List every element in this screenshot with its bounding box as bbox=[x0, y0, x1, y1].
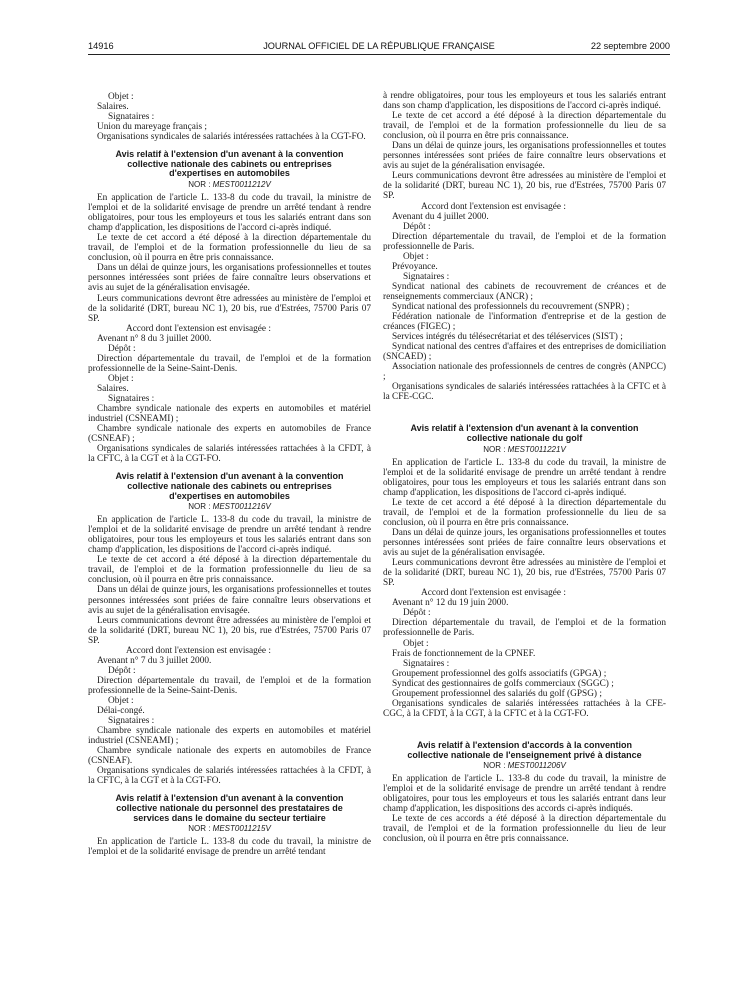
accord-label: Accord dont l'extension est envisagée : bbox=[421, 201, 566, 212]
accord-value: Avenant n° 7 du 3 juillet 2000. bbox=[97, 655, 212, 666]
paragraph: Dans un délai de quinze jours, les organisations professionnelles et toutes personnes intéressées sont priées de faire connaître leurs observations et avis au sujet de la généralisation envisagée. bbox=[383, 141, 666, 172]
accord-label: Accord dont l'extension est envisagée : bbox=[421, 588, 566, 599]
paragraph: Le texte de cet accord a été déposé à la direction départementale du travail, de l'emploi et de la formation professionnelle du lieu de sa conclusion, où il pourra en être pris connaissance. bbox=[88, 233, 371, 264]
objet-value: Salaires. bbox=[97, 102, 129, 113]
paragraph: En application de l'article L. 133-8 du code du travail, la ministre de l'emploi et de la solidarité envisage de prendre un arrêté tendant à rendre obligatoires, pour tous les employeurs et tous les salariés entrant dans son champ d'application, les dispositions de l'accord ci-après indiqué. bbox=[88, 515, 371, 556]
signataires-label: Signataires : bbox=[403, 271, 450, 282]
journal-title: JOURNAL OFFICIEL DE LA RÉPUBLIQUE FRANÇAISE bbox=[263, 41, 495, 51]
signataire: Syndicat national des cabinets de recouvrement de créances et de renseignements commerciaux (ANCR) ; bbox=[383, 281, 666, 302]
signataires-label: Signataires : bbox=[108, 716, 155, 727]
objet-value: Prévoyance. bbox=[392, 261, 438, 272]
signataire: Chambre syndicale nationale des experts en automobiles et matériel industriel (CSNEAMI) ; bbox=[88, 404, 371, 425]
paragraph: En application de l'article L. 133-8 du code du travail, la ministre de l'emploi et de la solidarité envisage de prendre un arrêté tendant bbox=[88, 837, 371, 858]
paragraph: Leurs communications devront être adressées au ministère de l'emploi et de la solidarité (DRT, bureau NC 1), 20 bis, rue d'Estrées, 75700 Paris 07 SP. bbox=[88, 293, 371, 324]
avis-title: Avis relatif à l'extension d'un avenant à la convention collective nationale des cabinets ou entreprises d'expertises en automobiles bbox=[115, 471, 344, 501]
objet-label: Objet : bbox=[108, 92, 134, 102]
paragraph: Le texte de cet accord a été déposé à la direction départementale du travail, de l'emploi et de la formation professionnelle du lieu de sa conclusion, où il pourra en être pris connaissance. bbox=[88, 555, 371, 586]
signataires-label: Signataires : bbox=[403, 658, 450, 669]
paragraph: Dans un délai de quinze jours, les organisations professionnelles et toutes personnes intéressées sont priées de faire connaître leurs observations et avis au sujet de la généralisation envisagée. bbox=[383, 528, 666, 559]
publication-date: 22 septembre 2000 bbox=[590, 41, 670, 51]
objet-value: Délai-congé. bbox=[97, 706, 145, 717]
signataire: Organisations syndicales de salariés intéressées rattachées à la CFE-CGC, à la CFDT, à la CGT, à la CFTC et à la CGT-FO. bbox=[383, 698, 666, 719]
nor-reference: NOR : MEST0011212V bbox=[188, 180, 271, 190]
accord-value: Avenant n° 8 du 3 juillet 2000. bbox=[97, 333, 212, 344]
signataire: Chambre syndicale nationale des experts en automobiles et matériel industriel (CSNEAMI) ; bbox=[88, 726, 371, 747]
depot-label: Dépôt : bbox=[403, 608, 431, 619]
paragraph: Leurs communications devront être adressées au ministère de l'emploi et de la solidarité (DRT, bureau NC 1), 20 bis, rue d'Estrées, 75700 Paris 07 SP. bbox=[88, 615, 371, 646]
paragraph: En application de l'article L. 133-8 du code du travail, la ministre de l'emploi et de la solidarité envisage de prendre un arrêté tendant à rendre obligatoires, pour tous les employeurs et tous les salariés entrant dans son champ d'application, les dispositions de l'accord ci-après indiqué. bbox=[88, 193, 371, 234]
signataire: Syndicat national des professionnels du recouvrement (SNPR) ; bbox=[392, 301, 630, 312]
depot-value: Direction départementale du travail, de l'emploi et de la formation professionnelle de Paris. bbox=[383, 618, 666, 639]
signataire: Groupement professionnel des golfs associatifs (GPGA) ; bbox=[392, 668, 607, 679]
signataire: Organisations syndicales de salariés intéressées rattachées à la CGT-FO. bbox=[97, 132, 366, 143]
objet-label: Objet : bbox=[403, 638, 429, 649]
nor-reference: NOR : MEST0011206V bbox=[483, 761, 566, 771]
objet-label: Objet : bbox=[108, 373, 134, 384]
avis-title: Avis relatif à l'extension d'un avenant à la convention collective nationale des cabinets ou entreprises d'expertises en automobiles bbox=[115, 149, 344, 179]
depot-label: Dépôt : bbox=[403, 221, 431, 232]
nor-reference: NOR : MEST0011216V bbox=[188, 502, 271, 512]
accord-label: Accord dont l'extension est envisagée : bbox=[126, 645, 271, 656]
signataire: Organisations syndicales de salariés intéressées rattachées à la CFDT, à la CFTC, à la CGT et à la CGT-FO. bbox=[88, 444, 371, 465]
objet-value: Salaires. bbox=[97, 383, 129, 394]
depot-value: Direction départementale du travail, de l'emploi et de la formation professionnelle de la Seine-Saint-Denis. bbox=[88, 675, 371, 696]
signataire: Association nationale des professionnels de centres de congrès (ANPCC) ; bbox=[383, 362, 666, 383]
paragraph: Le texte de cet accord a été déposé à la direction départementale du travail, de l'emploi et de la formation professionnelle du lieu de sa conclusion, où il pourra en être pris connaissance. bbox=[383, 497, 666, 528]
accord-label: Accord dont l'extension est envisagée : bbox=[126, 323, 271, 334]
signataire: Organisations syndicales de salariés intéressées rattachées à la CFDT, à la CFTC, à la CGT et à la CGT-FO. bbox=[88, 766, 371, 787]
nor-reference: NOR : MEST0011221V bbox=[483, 444, 566, 454]
depot-label: Dépôt : bbox=[108, 665, 136, 676]
signataire: Services intégrés du télésecrétariat et des téléservices (SIST) ; bbox=[392, 332, 623, 343]
signataire: Syndicat des gestionnaires de golfs commerciaux (SGGC) ; bbox=[392, 678, 614, 689]
paragraph: Dans un délai de quinze jours, les organisations professionnelles et toutes personnes intéressées sont priées de faire connaître leurs observations et avis au sujet de la généralisation envisagée. bbox=[88, 263, 371, 294]
depot-label: Dépôt : bbox=[108, 343, 136, 354]
paragraph: à rendre obligatoires, pour tous les employeurs et tous les salariés entrant dans son champ d'application, les dispositions de l'accord ci-après indiqué. bbox=[383, 91, 666, 112]
signataire: Fédération nationale de l'information d'entreprise et de la gestion de créances (FIGEC) ; bbox=[383, 312, 666, 333]
paragraph: Dans un délai de quinze jours, les organisations professionnelles et toutes personnes intéressées sont priées de faire connaître leurs observations et avis au sujet de la généralisation envisagée. bbox=[88, 585, 371, 616]
signataire: Union du mareyage français ; bbox=[97, 122, 207, 133]
depot-value: Direction départementale du travail, de l'emploi et de la formation professionnelle de la Seine-Saint-Denis. bbox=[88, 353, 371, 374]
signataire: Syndicat national des centres d'affaires et des entreprises de domiciliation (SNCAED) ; bbox=[383, 342, 666, 363]
signataire: Groupement professionnel des salariés du golf (GPSG) ; bbox=[392, 688, 602, 699]
depot-value: Direction départementale du travail, de l'emploi et de la formation professionnelle de Paris. bbox=[383, 231, 666, 252]
page-header bbox=[88, 40, 670, 55]
page-number: 14916 bbox=[88, 41, 114, 51]
paragraph: Leurs communications devront être adressées au ministère de l'emploi et de la solidarité (DRT, bureau NC 1), 20 bis, rue d'Estrées, 75700 Paris 07 SP. bbox=[383, 171, 666, 202]
signataire: Chambre syndicale nationale des experts en automobiles de France (CSNEAF) ; bbox=[88, 424, 371, 445]
avis-title: Avis relatif à l'extension d'accords à la convention collective nationale de l'enseignement privé à distance bbox=[407, 739, 642, 760]
paragraph: En application de l'article L. 133-8 du code du travail, la ministre de l'emploi et de la solidarité envisage de prendre un arrêté tendant à rendre obligatoires, pour tous les employeurs et tous les salariés entrant dans son champ d'application, les dispositions de l'accord ci-après indiqué. bbox=[383, 457, 666, 498]
objet-label: Objet : bbox=[403, 251, 429, 262]
paragraph: Le texte de ces accords a été déposé à la direction départementale du travail, de l'emploi et de la formation professionnelle du lieu de leur conclusion, où il pourra en être pris connaissance. bbox=[383, 814, 666, 845]
signataire: Organisations syndicales de salariés intéressées rattachées à la CFTC et à la CFE-CGC. bbox=[383, 382, 666, 403]
objet-value: Frais de fonctionnement de la CPNEF. bbox=[392, 648, 536, 659]
paragraph: Leurs communications devront être adressées au ministère de l'emploi et de la solidarité (DRT, bureau NC 1), 20 bis, rue d'Estrées, 75700 Paris 07 SP. bbox=[383, 558, 666, 589]
signataires-label: Signataires : bbox=[108, 394, 155, 404]
signataires-label: Signataires : bbox=[108, 112, 155, 123]
avis-title: Avis relatif à l'extension d'un avenant à la convention collective nationale du personnel des prestataires de services dans le domaine du secteur tertiaire bbox=[115, 793, 344, 823]
objet-label: Objet : bbox=[108, 696, 134, 706]
paragraph: Le texte de cet accord a été déposé à la direction départementale du travail, de l'emploi et de la formation professionnelle du lieu de sa conclusion, où il pourra en être pris connaissance. bbox=[383, 111, 666, 142]
right-column bbox=[383, 91, 666, 844]
accord-value: Avenant n° 12 du 19 juin 2000. bbox=[392, 598, 509, 609]
accord-value: Avenant du 4 juillet 2000. bbox=[392, 211, 489, 222]
left-column bbox=[88, 92, 371, 857]
nor-reference: NOR : MEST0011215V bbox=[188, 824, 271, 834]
paragraph: En application de l'article L. 133-8 du code du travail, la ministre de l'emploi et de la solidarité envisage de prendre un arrêté tendant à rendre obligatoires, pour tous les employeurs et tous les salariés entrant dans leur champ d'application, les dispositions des accords ci-après indiqués. bbox=[383, 774, 666, 815]
signataire: Chambre syndicale nationale des experts en automobiles de France (CSNEAF). bbox=[88, 746, 371, 767]
avis-title: Avis relatif à l'extension d'un avenant à la convention collective nationale du golf bbox=[410, 423, 639, 444]
